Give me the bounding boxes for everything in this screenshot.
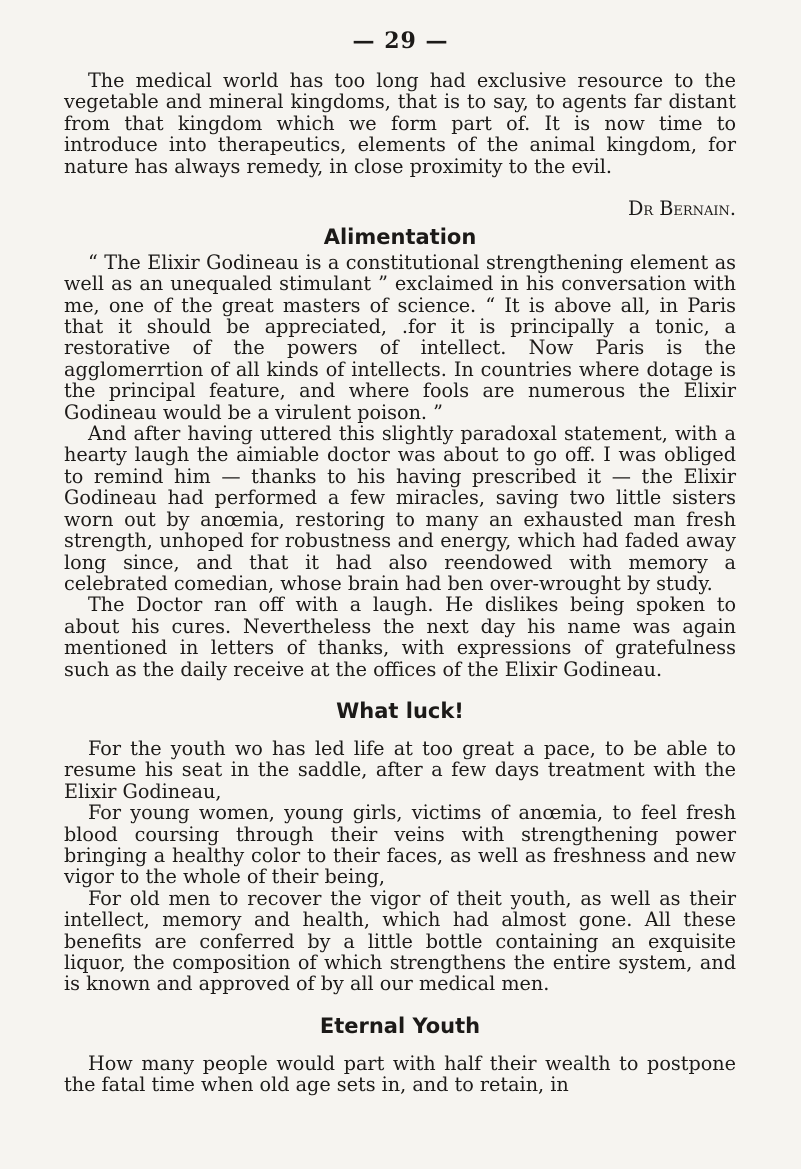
paragraph: For old men to recover the vigor of theit youth, as well as their intellect, memory and health, which had almost gone. All these benefits are conferred by a little bottle containing an exquisite liquor, the composition of which strengthens the entire system, and is known and approved of by all our medical men. (64, 886, 736, 996)
paragraph: “ The Elixir Godineau is a constitutional strengthening element as well as an unequaled stimulant ” exclaimed in his conversation with me, one of the great masters of science. “ It is above all, in Paris that it should be appreciated, .for it is principally a tonic, a restorative of the powers of intellect. Now Paris is the agglomerrtion of all kinds of intellects. In countries where dotage is the principal feature, and where fools are numerous the Elixir Godineau would be a virulent poison. ” (64, 250, 736, 424)
paragraph: How many people would part with half their wealth to postpone the fatal time when old age sets in, and to retain, in (64, 1051, 736, 1097)
page-number: — 29 — (352, 28, 449, 54)
paragraph: The Doctor ran off with a laugh. He dislikes being spoken to about his cures. Nevertheless the next day his name was again mentioned in letters of thanks, with expressions of gratefulness such as the daily receive at the offices of the Elixir Godineau. (64, 593, 736, 681)
heading-what-luck: What luck! (336, 698, 464, 723)
paragraph: And after having uttered this slightly paradoxal statement, with a hearty laugh the aimiable doctor was about to go off. I was obliged to remind him — thanks to his having prescribed it — the Elixir Godineau had performed a few miracles, saving two little sisters worn out by anœmia, restoring to many an exhausted man fresh strength, unhoped for robustness and energy, which had faded away long since, and that it had also reendowed with memory a celebrated comedian, whose brain had ben over-wrought by study. (64, 422, 736, 595)
paragraph: For the youth wo has led life at too great a pace, to be able to resume his seat in the saddle, after a few days treatment with the Elixir Godineau, (64, 736, 736, 803)
heading-alimentation: Alimentation (323, 224, 477, 249)
intro-paragraph: The medical world has too long had exclusive resource to the vegetable and mineral kingdoms, that is to say, to agents far distant from that kingdom which we form part of. It is now time to introduce into therapeutics, elements of the animal kingdom, for nature has always remedy, in close proximity to the evil. (64, 69, 736, 178)
paragraph: For young women, young girls, victims of anœmia, to feel fresh blood coursing through their veins with strengthening power bringing a healthy color to their faces, as well as freshness and new vigor to the whole of their being, (64, 801, 736, 889)
heading-eternal-youth: Eternal Youth (319, 1013, 481, 1038)
page-body (64, 70, 736, 1096)
author-signature: Dr Bernain. (627, 197, 736, 221)
